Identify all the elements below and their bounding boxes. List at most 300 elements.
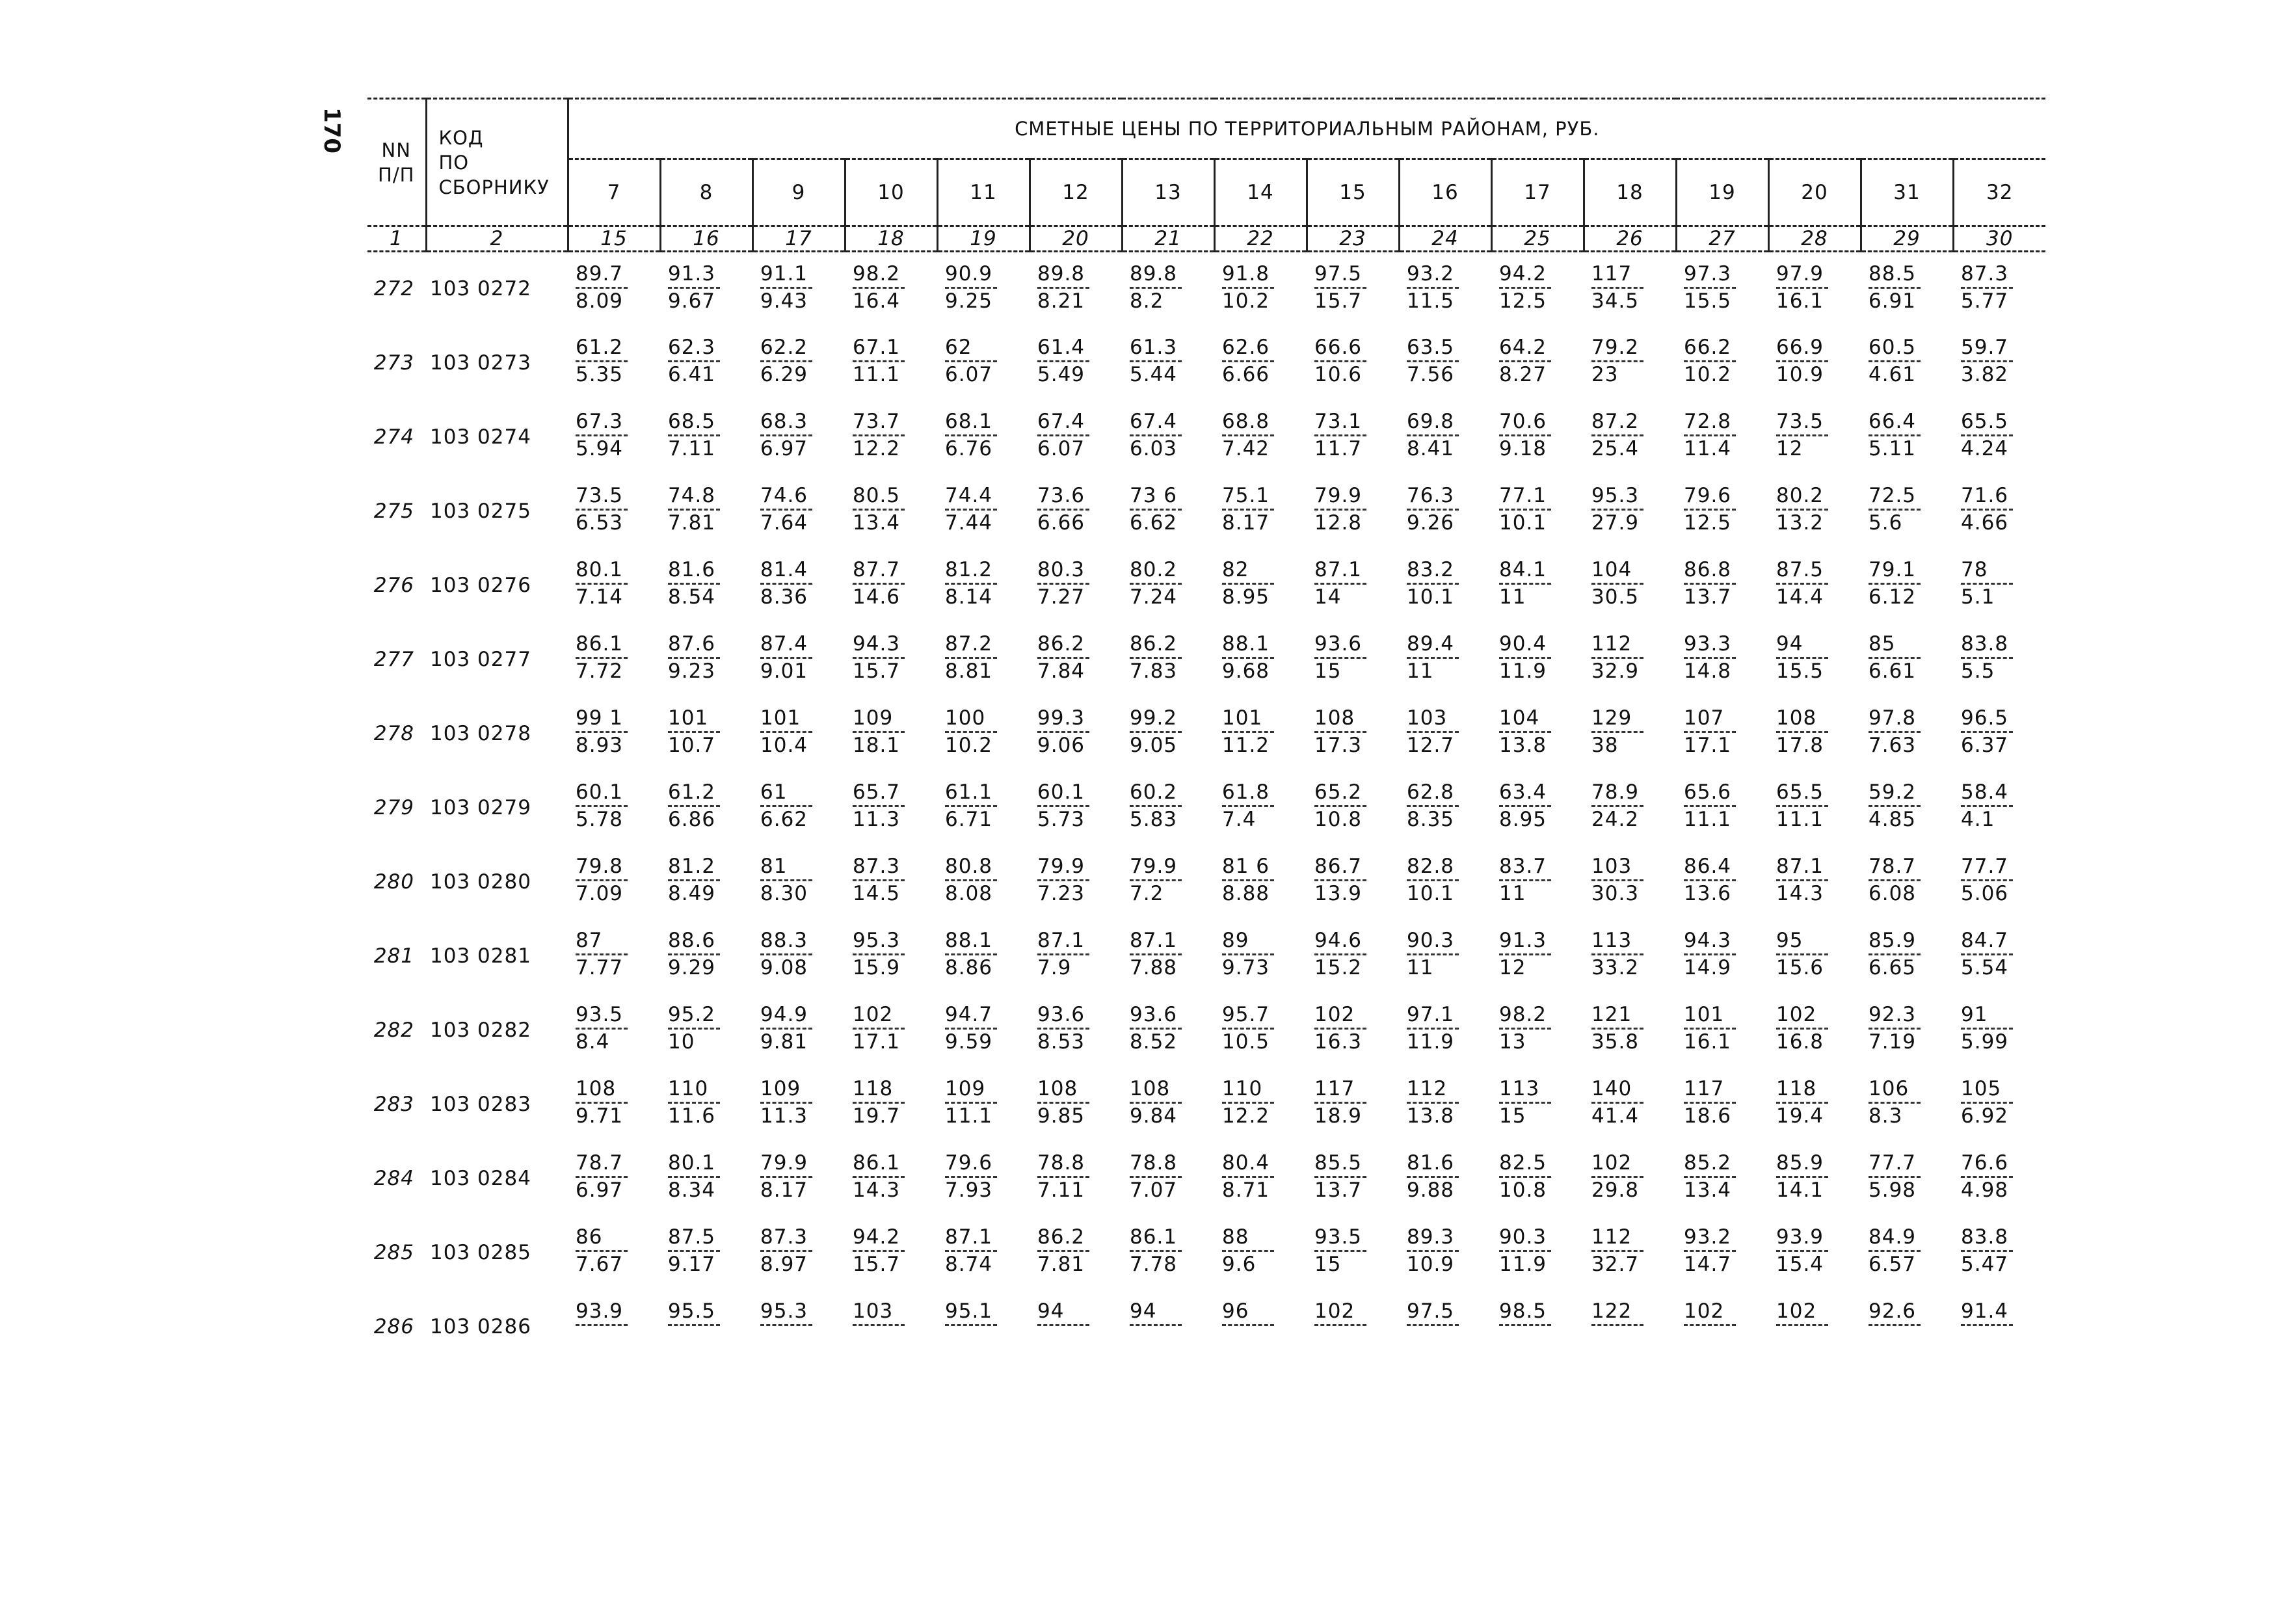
price-cell	[1399, 697, 1491, 771]
price-upper: 102	[1314, 1003, 1355, 1026]
fraction-line	[1591, 805, 1643, 807]
price-lower: 18.1	[853, 734, 901, 757]
column-number: 22	[1214, 226, 1307, 252]
price-upper: 62	[945, 336, 972, 359]
price-lower: 8.27	[1499, 363, 1547, 386]
price-upper: 90.4	[1499, 632, 1547, 656]
price-lower: 15.7	[1314, 289, 1363, 313]
price-lower: 9.73	[1222, 956, 1270, 979]
price-cell	[752, 474, 845, 548]
price-upper: 60.2	[1130, 780, 1178, 804]
fraction-line	[1130, 657, 1182, 659]
fraction-line	[1037, 1028, 1089, 1030]
fraction-line	[945, 434, 997, 436]
header-row-numbering	[367, 226, 2045, 252]
price-lower: 8.09	[576, 289, 624, 313]
price-upper: 78.8	[1037, 1151, 1085, 1175]
price-cell	[1214, 1067, 1307, 1141]
price-lower: 10.4	[760, 734, 808, 757]
price-lower: 9.23	[668, 659, 716, 683]
fraction-line	[1130, 287, 1182, 289]
price-cell	[845, 1290, 937, 1364]
price-lower: 6.41	[668, 363, 716, 386]
price-lower: 14.6	[853, 585, 901, 609]
fraction-line	[668, 509, 720, 511]
fraction-line	[1776, 583, 1828, 585]
price-lower: 7.83	[1130, 659, 1178, 683]
price-upper: 94	[1037, 1299, 1065, 1323]
price-cell	[1214, 771, 1307, 845]
fraction-line	[1776, 1250, 1828, 1252]
price-lower: 10.2	[1684, 363, 1732, 386]
price-cell	[568, 548, 660, 622]
row-code: 103 0278	[430, 721, 531, 745]
price-upper: 91.1	[760, 261, 808, 286]
price-upper: 88.1	[1222, 632, 1270, 656]
price-cell	[1122, 474, 1214, 548]
fraction-line	[576, 731, 628, 733]
fraction-line	[1499, 287, 1551, 289]
price-cell	[1676, 326, 1768, 400]
fraction-line	[1499, 1028, 1551, 1030]
price-lower: 4.98	[1961, 1178, 2009, 1202]
price-lower: 11.1	[945, 1104, 993, 1128]
price-lower: 12	[1776, 437, 1803, 460]
fraction-line	[1591, 287, 1643, 289]
price-lower: 15.5	[1776, 659, 1824, 683]
price-lower: 16.1	[1684, 1030, 1732, 1054]
price-cell	[1768, 252, 1861, 326]
fraction-line	[760, 434, 812, 436]
fraction-line	[1130, 1176, 1182, 1178]
price-upper: 93.9	[576, 1299, 624, 1323]
price-cell	[845, 697, 937, 771]
price-upper: 81	[760, 855, 788, 878]
price-cell	[1214, 622, 1307, 697]
price-upper: 102	[1591, 1151, 1632, 1175]
price-upper: 84.7	[1961, 929, 2009, 952]
fraction-line	[1499, 805, 1551, 807]
fraction-line	[668, 805, 720, 807]
price-lower: 9.18	[1499, 437, 1547, 460]
price-cell	[1861, 919, 1953, 993]
price-lower: 11.1	[1776, 808, 1824, 831]
price-cell	[660, 474, 752, 548]
fraction-line	[1591, 583, 1643, 585]
price-lower: 6.62	[1130, 511, 1178, 535]
table-row	[367, 1216, 2045, 1290]
price-cell	[1491, 1216, 1584, 1290]
price-cell	[937, 548, 1030, 622]
price-cell	[1584, 993, 1676, 1067]
price-upper: 90.3	[1499, 1225, 1547, 1249]
price-cell	[1953, 697, 2045, 771]
price-cell	[1491, 548, 1584, 622]
table-row	[367, 548, 2045, 622]
fraction-line	[760, 731, 812, 733]
fraction-line	[945, 360, 997, 362]
fraction-line	[853, 583, 905, 585]
price-cell	[1307, 771, 1399, 845]
price-upper: 97.5	[1314, 261, 1363, 286]
price-upper: 117	[1591, 261, 1632, 286]
price-cell	[1861, 845, 1953, 919]
price-lower: 14.9	[1684, 956, 1732, 979]
district-31-header: 31	[1861, 159, 1953, 226]
price-cell	[845, 548, 937, 622]
price-upper: 65.7	[853, 780, 901, 804]
price-cell	[1768, 400, 1861, 474]
price-lower: 8.2	[1130, 289, 1164, 313]
price-upper: 87.1	[1776, 855, 1824, 878]
price-upper: 97.9	[1776, 261, 1824, 286]
price-cell	[1953, 1141, 2045, 1216]
price-cell	[568, 697, 660, 771]
column-number: 1	[367, 226, 426, 252]
fraction-line	[1037, 731, 1089, 733]
fraction-line	[1130, 509, 1182, 511]
price-lower: 9.43	[760, 289, 808, 313]
fraction-line	[1037, 1324, 1089, 1326]
price-cell	[1491, 474, 1584, 548]
fraction-line	[1314, 509, 1366, 511]
price-lower: 15.7	[853, 659, 901, 683]
fraction-line	[853, 657, 905, 659]
price-upper: 88	[1222, 1225, 1249, 1249]
price-upper: 84.1	[1499, 558, 1547, 581]
price-lower: 5.06	[1961, 882, 2009, 905]
price-lower: 7.11	[668, 437, 716, 460]
fraction-line	[1499, 1176, 1551, 1178]
fraction-line	[1591, 360, 1643, 362]
price-lower: 7.67	[576, 1253, 624, 1276]
price-cell	[1214, 252, 1307, 326]
price-upper: 83.2	[1407, 558, 1455, 581]
price-lower: 10.6	[1314, 363, 1363, 386]
price-cell	[845, 252, 937, 326]
price-cell	[1584, 1141, 1676, 1216]
price-lower: 8.52	[1130, 1030, 1178, 1054]
fraction-line	[1776, 1324, 1828, 1326]
price-lower: 8.53	[1037, 1030, 1085, 1054]
price-upper: 99 1	[576, 706, 624, 730]
fraction-line	[1407, 953, 1459, 955]
price-cell	[568, 771, 660, 845]
price-lower: 13.2	[1776, 511, 1824, 535]
price-cell	[1307, 400, 1399, 474]
fraction-line	[1591, 509, 1643, 511]
price-upper: 97.3	[1684, 261, 1732, 286]
fraction-line	[760, 1324, 812, 1326]
fraction-line	[1869, 1102, 1921, 1104]
price-lower: 11	[1499, 585, 1526, 609]
price-cell	[1307, 1290, 1399, 1364]
fraction-line	[1684, 583, 1736, 585]
table-row	[367, 1067, 2045, 1141]
price-upper: 62.8	[1407, 780, 1455, 804]
price-lower: 10.1	[1407, 585, 1455, 609]
fraction-line	[1130, 583, 1182, 585]
price-cell	[845, 771, 937, 845]
price-lower: 11.5	[1407, 289, 1455, 313]
fraction-line	[1961, 434, 2013, 436]
fraction-line	[1222, 1250, 1274, 1252]
price-cell	[1861, 252, 1953, 326]
price-lower: 10.8	[1314, 808, 1363, 831]
fraction-line	[1961, 953, 2013, 955]
price-lower: 35.8	[1591, 1030, 1640, 1054]
price-cell	[1491, 919, 1584, 993]
price-cell	[1122, 1067, 1214, 1141]
price-lower: 9.88	[1407, 1178, 1455, 1202]
price-upper: 103	[853, 1299, 894, 1323]
fraction-line	[853, 1176, 905, 1178]
price-lower: 6.62	[760, 808, 808, 831]
price-upper: 87.1	[945, 1225, 993, 1249]
price-lower: 15	[1499, 1104, 1526, 1128]
nn-header: NN П/П	[367, 99, 426, 226]
price-upper: 91.4	[1961, 1299, 2009, 1323]
price-cell	[752, 252, 845, 326]
price-cell	[1030, 474, 1122, 548]
price-cell	[1399, 845, 1491, 919]
fraction-line	[760, 657, 812, 659]
fraction-line	[853, 360, 905, 362]
price-cell	[1030, 1216, 1122, 1290]
fraction-line	[1961, 287, 2013, 289]
price-cell	[660, 1216, 752, 1290]
price-cell	[845, 1067, 937, 1141]
price-upper: 94	[1130, 1299, 1157, 1323]
column-number: 15	[568, 226, 660, 252]
fraction-line	[1684, 1176, 1736, 1178]
price-upper: 71.6	[1961, 484, 2009, 507]
price-upper: 108	[1776, 706, 1817, 730]
fraction-line	[760, 1250, 812, 1252]
price-lower: 4.61	[1869, 363, 1917, 386]
price-lower: 12.7	[1407, 734, 1455, 757]
price-upper: 59.7	[1961, 336, 2009, 359]
price-cell	[1584, 1216, 1676, 1290]
price-cell	[1861, 474, 1953, 548]
fraction-line	[1130, 805, 1182, 807]
column-number: 16	[660, 226, 752, 252]
price-upper: 61.4	[1037, 336, 1085, 359]
price-cell	[1768, 622, 1861, 697]
price-cell	[568, 474, 660, 548]
price-lower: 12.2	[853, 437, 901, 460]
fraction-line	[945, 287, 997, 289]
price-cell	[1768, 845, 1861, 919]
fraction-line	[1037, 879, 1089, 881]
price-lower: 15.5	[1684, 289, 1732, 313]
price-upper: 66.4	[1869, 410, 1917, 433]
fraction-line	[1869, 805, 1921, 807]
row-code: 103 0279	[430, 795, 531, 819]
price-lower	[668, 1327, 752, 1353]
price-lower: 3.82	[1961, 363, 2009, 386]
table-row	[367, 697, 2045, 771]
price-cell	[1676, 1290, 1768, 1364]
price-upper: 101	[1684, 1003, 1725, 1026]
fraction-line	[668, 434, 720, 436]
price-cell	[1214, 919, 1307, 993]
fraction-line	[1961, 1176, 2013, 1178]
price-upper: 62.2	[760, 336, 808, 359]
fraction-line	[1314, 434, 1366, 436]
price-upper: 78.9	[1591, 780, 1640, 804]
price-lower: 6.97	[760, 437, 808, 460]
price-cell	[1861, 1216, 1953, 1290]
price-cell	[1214, 548, 1307, 622]
price-upper: 95.3	[1591, 484, 1640, 507]
price-lower: 6.92	[1961, 1104, 2009, 1128]
price-upper: 112	[1407, 1077, 1448, 1100]
fraction-line	[1591, 1102, 1643, 1104]
price-cell	[660, 993, 752, 1067]
price-upper: 72.8	[1684, 410, 1732, 433]
fraction-line	[1037, 1176, 1089, 1178]
price-upper: 109	[945, 1077, 986, 1100]
price-cell	[1491, 622, 1584, 697]
price-lower: 8.86	[945, 956, 993, 979]
district-10-header: 10	[845, 159, 937, 226]
price-upper: 77.1	[1499, 484, 1547, 507]
price-upper: 86.7	[1314, 855, 1363, 878]
price-cell	[1214, 1216, 1307, 1290]
price-lower: 10.8	[1499, 1178, 1547, 1202]
price-upper: 68.8	[1222, 410, 1270, 433]
price-cell	[845, 622, 937, 697]
fraction-line	[945, 805, 997, 807]
price-cell	[937, 1216, 1030, 1290]
price-lower: 11.2	[1222, 734, 1270, 757]
price-upper: 87.2	[1591, 410, 1640, 433]
price-cell	[1861, 1141, 1953, 1216]
row-code: 103 0274	[430, 425, 531, 449]
price-cell	[1768, 697, 1861, 771]
price-lower: 8.14	[945, 585, 993, 609]
fraction-line	[1591, 657, 1643, 659]
price-upper: 85.5	[1314, 1151, 1363, 1175]
price-upper: 109	[853, 706, 894, 730]
price-lower: 19.7	[853, 1104, 901, 1128]
fraction-line	[853, 1102, 905, 1104]
price-lower: 8.17	[1222, 511, 1270, 535]
price-cell	[1491, 697, 1584, 771]
price-cell	[937, 326, 1030, 400]
fraction-line	[1037, 434, 1089, 436]
fraction-line	[1499, 509, 1551, 511]
price-upper: 72.5	[1869, 484, 1917, 507]
price-cell	[660, 1067, 752, 1141]
fraction-line	[760, 1176, 812, 1178]
fraction-line	[760, 509, 812, 511]
price-lower: 13.4	[853, 511, 901, 535]
price-lower: 16.1	[1776, 289, 1824, 313]
price-cell	[1584, 326, 1676, 400]
price-lower: 6.97	[576, 1178, 624, 1202]
price-lower: 9.84	[1130, 1104, 1178, 1128]
price-cell	[752, 548, 845, 622]
price-lower	[1591, 1327, 1676, 1353]
price-upper: 79.8	[576, 855, 624, 878]
price-lower: 8.93	[576, 734, 624, 757]
price-lower: 7.44	[945, 511, 993, 535]
price-lower: 10.9	[1776, 363, 1824, 386]
fraction-line	[1407, 509, 1459, 511]
price-upper: 81 6	[1222, 855, 1270, 878]
price-cell	[1953, 400, 2045, 474]
price-cell	[752, 326, 845, 400]
price-cell	[1307, 845, 1399, 919]
price-cell	[1399, 771, 1491, 845]
price-upper: 108	[1130, 1077, 1171, 1100]
price-upper: 112	[1591, 1225, 1632, 1249]
fraction-line	[1499, 1102, 1551, 1104]
fraction-line	[1869, 953, 1921, 955]
price-upper: 73 6	[1130, 484, 1178, 507]
price-upper: 86.1	[853, 1151, 901, 1175]
price-cell	[1214, 697, 1307, 771]
price-upper: 85.9	[1869, 929, 1917, 952]
fraction-line	[853, 731, 905, 733]
price-lower: 14.3	[1776, 882, 1824, 905]
price-cell	[937, 697, 1030, 771]
price-upper: 113	[1591, 929, 1632, 952]
price-cell	[1953, 622, 2045, 697]
price-cell	[1676, 548, 1768, 622]
price-upper: 91	[1961, 1003, 1988, 1026]
fraction-line	[1130, 1102, 1182, 1104]
price-lower: 15	[1314, 1253, 1342, 1276]
price-cell	[1030, 845, 1122, 919]
price-lower: 17.1	[853, 1030, 901, 1054]
price-lower: 6.91	[1869, 289, 1917, 313]
price-cell	[1122, 845, 1214, 919]
price-upper: 95.3	[853, 929, 901, 952]
price-lower: 15.6	[1776, 956, 1824, 979]
row-number: 280	[373, 870, 414, 894]
price-cell	[568, 1216, 660, 1290]
price-lower: 18.6	[1684, 1104, 1732, 1128]
price-upper: 93.5	[576, 1003, 624, 1026]
fraction-line	[1314, 879, 1366, 881]
price-upper: 97.5	[1407, 1299, 1455, 1323]
price-cell	[1214, 845, 1307, 919]
price-cell	[1584, 771, 1676, 845]
price-lower: 8.30	[760, 882, 808, 905]
fraction-line	[1130, 1250, 1182, 1252]
price-lower: 7.84	[1037, 659, 1085, 683]
fraction-line	[760, 1102, 812, 1104]
fraction-line	[1499, 434, 1551, 436]
price-lower: 8.81	[945, 659, 993, 683]
fraction-line	[945, 509, 997, 511]
fraction-line	[1314, 360, 1366, 362]
price-lower: 4.85	[1869, 808, 1917, 831]
price-upper: 93.6	[1314, 632, 1363, 656]
price-lower: 14.4	[1776, 585, 1824, 609]
price-lower: 7.81	[668, 511, 716, 535]
price-cell	[1491, 771, 1584, 845]
price-cell	[1307, 697, 1399, 771]
price-upper: 89	[1222, 929, 1249, 952]
price-upper: 89.4	[1407, 632, 1455, 656]
price-upper: 83.7	[1499, 855, 1547, 878]
price-upper: 87.5	[668, 1225, 716, 1249]
fraction-line	[853, 879, 905, 881]
